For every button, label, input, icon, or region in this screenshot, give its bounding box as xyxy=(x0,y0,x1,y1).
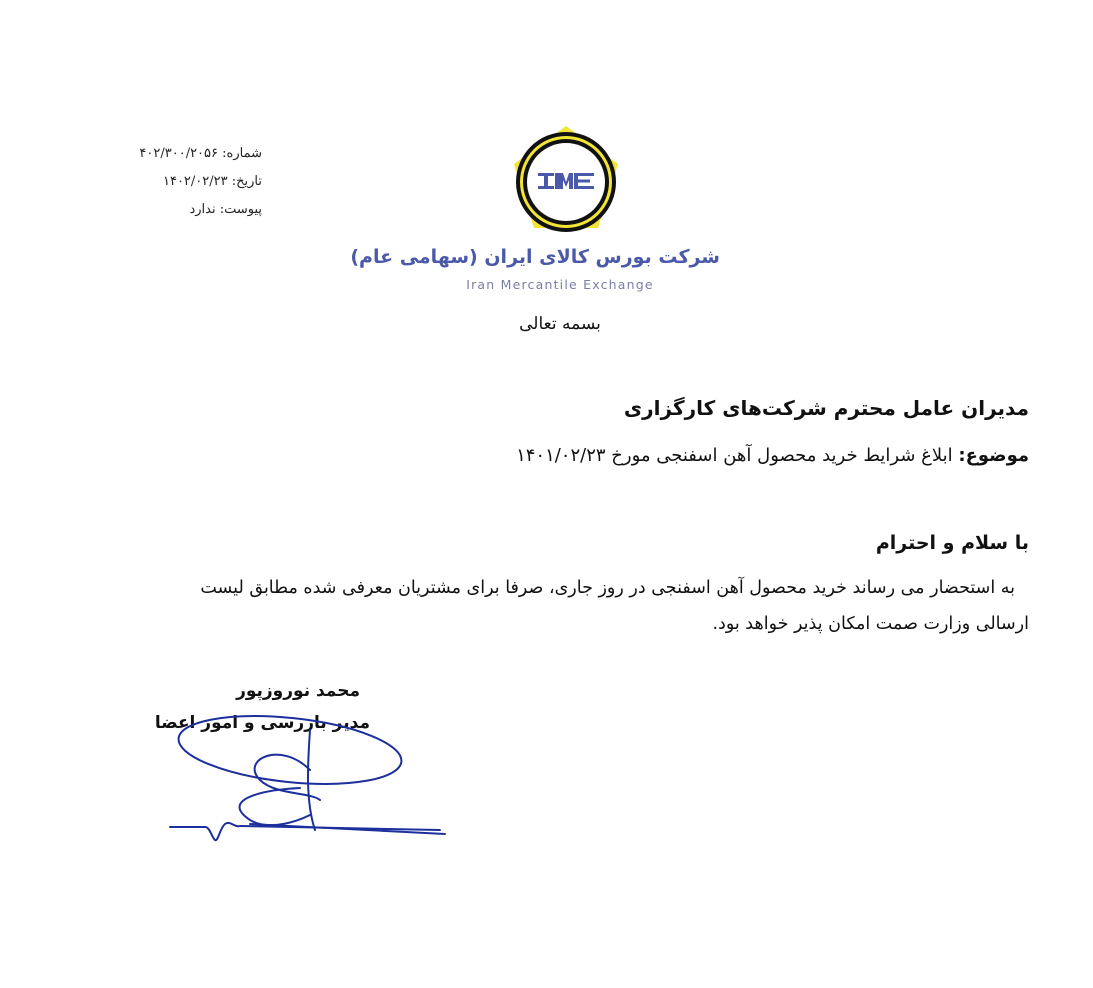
letter-attachment xyxy=(100,196,262,224)
ime-logo-icon xyxy=(508,124,624,240)
basmala-heading: بسمه تعالی xyxy=(519,314,601,334)
letter-date-label: تاریخ: xyxy=(231,174,262,189)
body-line-1: به استحضار می رساند خرید محصول آهن اسفنجی در روز جاری، صرفا برای مشتریان معرفی شده مطابق لیست xyxy=(200,578,1015,598)
company-name-en: Iran Mercantile Exchange xyxy=(466,277,654,292)
signer-name: محمد نوروزپور xyxy=(236,681,360,701)
letter-attachment-value: ندارد xyxy=(189,202,216,217)
greeting: با سلام و احترام xyxy=(875,532,1029,554)
letter-date xyxy=(100,168,262,196)
letter-number-value: ۴۰۲/۳۰۰/۲۰۵۶ xyxy=(139,146,219,161)
signer-title: مدیر بازرسی و امور اعضا xyxy=(154,713,370,733)
subject-text: ابلاغ شرایط خرید محصول آهن اسفنجی مورخ ۱۴۰۱/۰۲/۲۳ xyxy=(516,445,953,466)
subject-line xyxy=(516,445,1029,466)
company-name-fa: شرکت بورس کالای ایران (سهامی عام) xyxy=(350,246,720,268)
letter-attachment-label: پیوست: xyxy=(219,202,262,217)
letter-number-label: شماره: xyxy=(222,146,262,161)
letter-number xyxy=(100,140,262,168)
body-line-2: ارسالی وزارت صمت امکان پذیر خواهد بود. xyxy=(712,614,1029,634)
letter-date-value: ۱۴۰۲/۰۲/۲۳ xyxy=(162,174,228,189)
letter-meta xyxy=(100,140,262,224)
addressee: مدیران عامل محترم شرکت‌های کارگزاری xyxy=(623,396,1029,420)
letter-body xyxy=(99,570,1029,642)
subject-label: موضوع: xyxy=(958,445,1029,466)
